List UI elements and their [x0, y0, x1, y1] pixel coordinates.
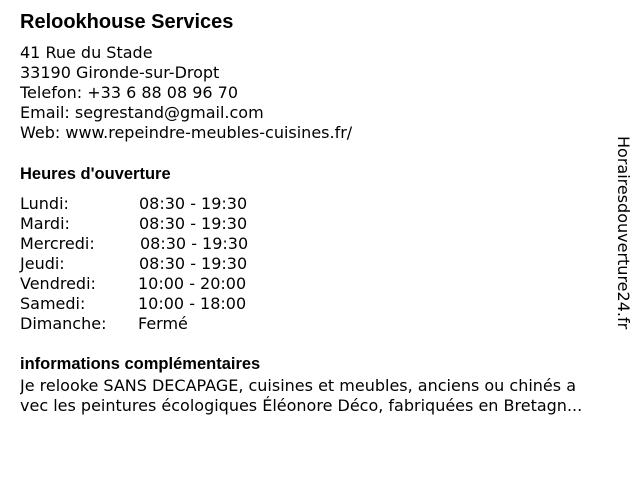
day-label: Jeudi:	[20, 254, 65, 273]
day-label: Samedi:	[20, 294, 86, 313]
watermark-text: Horairesdouverture24.fr	[614, 136, 633, 330]
time-value: 08:30 - 19:30	[139, 254, 248, 273]
city-address: 33190 Gironde-sur-Dropt	[20, 63, 220, 82]
info-line: vec les peintures écologiques Éléonore Déco, fabriquées en Bretagn...	[20, 396, 583, 415]
info-heading: informations complémentaires	[20, 355, 261, 373]
day-label: Vendredi:	[20, 274, 96, 293]
address-block	[20, 43, 352, 143]
business-name: Relookhouse Services	[20, 11, 234, 33]
phone-line: Telefon: +33 6 88 08 96 70	[20, 83, 239, 102]
day-label: Lundi:	[20, 194, 69, 213]
info-line: Je relooke SANS DECAPAGE, cuisines et meubles, anciens ou chinés a	[20, 376, 576, 395]
time-value: 10:00 - 18:00	[138, 294, 247, 313]
info-text	[20, 376, 632, 416]
street-address: 41 Rue du Stade	[20, 43, 153, 62]
day-label: Mardi:	[20, 214, 70, 233]
hours-heading: Heures d'ouverture	[20, 165, 171, 183]
time-value: 08:30 - 19:30	[140, 234, 249, 253]
day-label: Mercredi:	[20, 234, 95, 253]
email-line: Email: segrestand@gmail.com	[20, 103, 264, 122]
time-value: 10:00 - 20:00	[138, 274, 247, 293]
time-value: Fermé	[138, 314, 188, 333]
time-value: 08:30 - 19:30	[139, 194, 248, 213]
web-line: Web: www.repeindre-meubles-cuisines.fr/	[20, 123, 353, 142]
day-label: Dimanche:	[20, 314, 107, 333]
time-value: 08:30 - 19:30	[139, 214, 248, 233]
